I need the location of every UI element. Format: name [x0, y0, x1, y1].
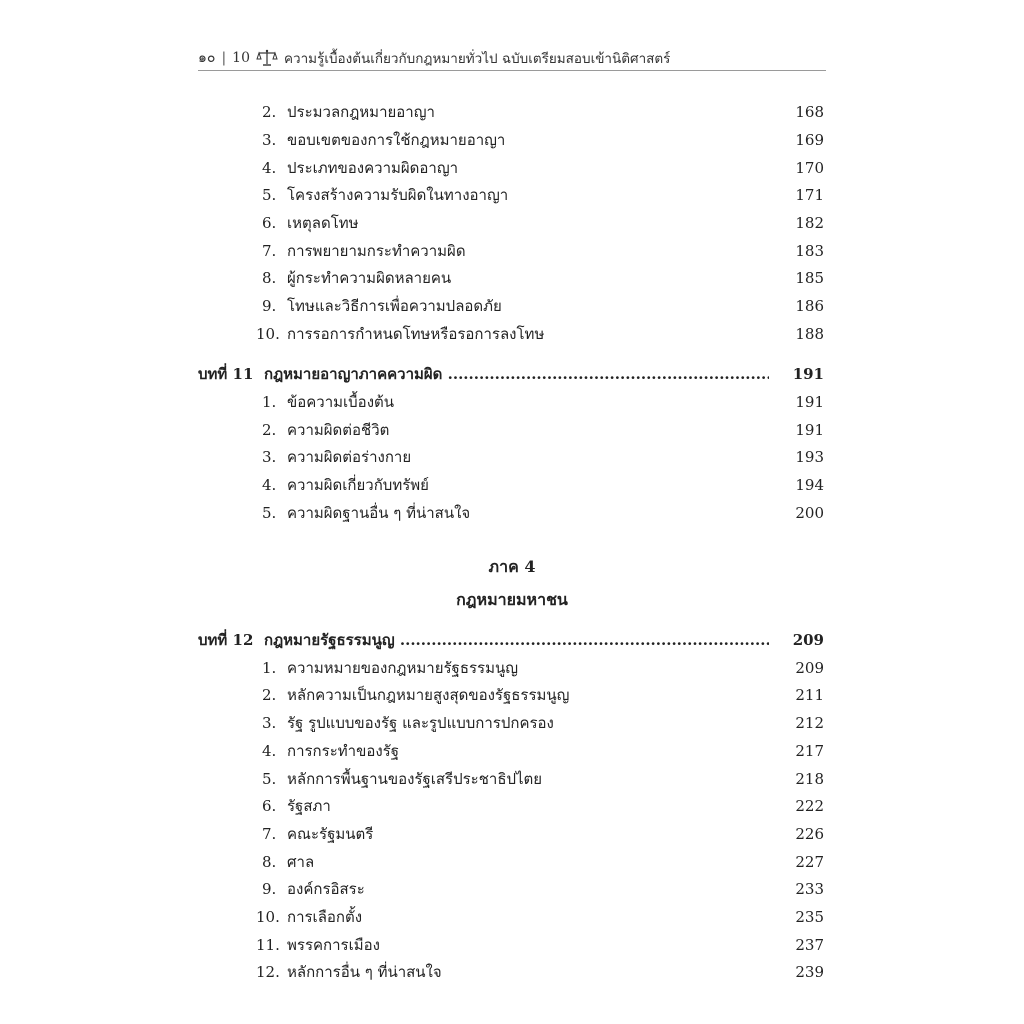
- entry-label: ขอบเขตของการใช้กฎหมายอาญา: [287, 131, 506, 149]
- entry-label: คณะรัฐมนตรี: [287, 825, 374, 843]
- entry-number: 2.: [262, 103, 277, 121]
- entry-page: 233: [795, 880, 824, 898]
- entry-number: 3.: [262, 131, 277, 149]
- entry-label: รัฐ รูปแบบของรัฐ และรูปแบบการปกครอง: [287, 714, 554, 732]
- entry-page: 186: [795, 297, 824, 315]
- entry-number: 8.: [262, 269, 277, 287]
- toc-entry: [0, 239, 1024, 263]
- toc-entry: [0, 390, 1024, 414]
- entry-label: ความผิดต่อร่างกาย: [287, 448, 412, 466]
- toc-entry: [0, 211, 1024, 235]
- page-number: 10: [232, 50, 250, 66]
- entry-page: 239: [795, 963, 824, 981]
- entry-page: 169: [795, 131, 824, 149]
- entry-number: 6.: [262, 797, 277, 815]
- entry-number: 4.: [262, 159, 277, 177]
- part-title: กฎหมายมหาชน: [456, 590, 568, 609]
- chapter-number: บทที่ 12: [198, 631, 254, 649]
- toc-entry: [0, 656, 1024, 680]
- entry-page: 183: [795, 242, 824, 260]
- entry-page: 171: [795, 186, 824, 204]
- entry-number: 3.: [262, 448, 277, 466]
- toc-entry: [0, 156, 1024, 180]
- part-label: ภาค 4: [488, 557, 536, 576]
- entry-label: ความผิดต่อชีวิต: [287, 421, 390, 439]
- entry-label: พรรคการเมือง: [287, 936, 380, 954]
- entry-label: หลักความเป็นกฎหมายสูงสุดของรัฐธรรมนูญ: [287, 686, 570, 704]
- entry-label: ความหมายของกฎหมายรัฐธรรมนูญ: [287, 659, 519, 677]
- entry-label: โครงสร้างความรับผิดในทางอาญา: [287, 186, 509, 204]
- toc-entry: [0, 322, 1024, 346]
- entry-page: 237: [795, 936, 824, 954]
- entry-number: 7.: [262, 825, 277, 843]
- toc-entry: [0, 767, 1024, 791]
- entry-number: 5.: [262, 186, 277, 204]
- entry-number: 9.: [262, 297, 277, 315]
- entry-page: 170: [795, 159, 824, 177]
- entry-page: 211: [795, 686, 824, 704]
- entry-page: 193: [795, 448, 824, 466]
- entry-number: 5.: [262, 770, 277, 788]
- toc-entry: [0, 683, 1024, 707]
- toc-entry: [0, 794, 1024, 818]
- entry-label: โทษและวิธีการเพื่อความปลอดภัย: [287, 297, 502, 315]
- toc-entry: [0, 850, 1024, 874]
- toc-entry: [0, 905, 1024, 929]
- entry-number: 5.: [262, 504, 277, 522]
- entry-label: เหตุลดโทษ: [287, 214, 359, 232]
- entry-label: ความผิดเกี่ยวกับทรัพย์: [287, 476, 429, 494]
- entry-label: การกระทำของรัฐ: [287, 742, 399, 760]
- page-number-thai: ๑๐: [198, 50, 216, 66]
- entry-label: การรอการกำหนดโทษหรือรอการลงโทษ: [287, 325, 545, 343]
- toc-entry: [0, 739, 1024, 763]
- entry-number: 2.: [262, 686, 277, 704]
- chapter-heading: [0, 362, 1024, 386]
- entry-number: 1.: [262, 659, 277, 677]
- entry-page: 235: [795, 908, 824, 926]
- entry-number: 12.: [256, 963, 280, 981]
- entry-page: 217: [795, 742, 824, 760]
- entry-label: ผู้กระทำความผิดหลายคน: [287, 269, 452, 287]
- entry-page: 227: [795, 853, 824, 871]
- entry-label: หลักการอื่น ๆ ที่น่าสนใจ: [287, 963, 442, 981]
- entry-number: 4.: [262, 742, 277, 760]
- toc-entry: [0, 418, 1024, 442]
- chapter-heading: [0, 628, 1024, 652]
- entry-label: การเลือกตั้ง: [287, 908, 363, 926]
- entry-page: 226: [795, 825, 824, 843]
- entry-number: 10.: [256, 325, 280, 343]
- toc-entry: [0, 445, 1024, 469]
- entry-label: ศาล: [287, 853, 315, 871]
- toc-entry: [0, 822, 1024, 846]
- entry-label: ข้อความเบื้องต้น: [287, 393, 395, 411]
- entry-number: 3.: [262, 714, 277, 732]
- entry-page: 212: [795, 714, 824, 732]
- entry-page: 188: [795, 325, 824, 343]
- chapter-number: บทที่ 11: [198, 365, 254, 383]
- entry-label: ประเภทของความผิดอาญา: [287, 159, 459, 177]
- entry-label: ความผิดฐานอื่น ๆ ที่น่าสนใจ: [287, 504, 471, 522]
- book-title: ความรู้เบื้องต้นเกี่ยวกับกฎหมายทั่วไป ฉบับเตรียมสอบเข้านิติศาสตร์: [283, 51, 671, 67]
- entry-number: 4.: [262, 476, 277, 494]
- entry-page: 200: [795, 504, 824, 522]
- entry-number: 1.: [262, 393, 277, 411]
- chapter-title: กฎหมายรัฐธรรมนูญ .....: [264, 628, 769, 652]
- toc-entry: [0, 501, 1024, 525]
- entry-number: 10.: [256, 908, 280, 926]
- entry-label: รัฐสภา: [287, 797, 331, 815]
- entry-page: 168: [795, 103, 824, 121]
- entry-label: หลักการพื้นฐานของรัฐเสรีประชาธิปไตย: [287, 770, 543, 788]
- entry-page: 191: [795, 421, 824, 439]
- entry-page: 191: [795, 393, 824, 411]
- entry-page: 222: [795, 797, 824, 815]
- entry-number: 8.: [262, 853, 277, 871]
- entry-page: 182: [795, 214, 824, 232]
- header-separator: |: [221, 50, 227, 66]
- entry-page: 185: [795, 269, 824, 287]
- toc-entry: [0, 128, 1024, 152]
- toc-entry: [0, 266, 1024, 290]
- toc-entry: [0, 711, 1024, 735]
- entry-number: 2.: [262, 421, 277, 439]
- chapter-page: 209: [792, 631, 824, 649]
- entry-label: ประมวลกฎหมายอาญา: [287, 103, 435, 121]
- toc-entry: [0, 100, 1024, 124]
- entry-page: 218: [795, 770, 824, 788]
- entry-number: 7.: [262, 242, 277, 260]
- toc-entry: [0, 933, 1024, 957]
- entry-label: การพยายามกระทำความผิด: [287, 242, 466, 260]
- entry-page: 194: [795, 476, 824, 494]
- toc-entry: [0, 294, 1024, 318]
- entry-number: 11.: [256, 936, 280, 954]
- chapter-page: 191: [792, 365, 824, 383]
- chapter-title: กฎหมายอาญาภาคความผิด .....: [264, 362, 769, 386]
- toc-entry: [0, 960, 1024, 984]
- entry-page: 209: [795, 659, 824, 677]
- toc-entry: [0, 183, 1024, 207]
- entry-number: 6.: [262, 214, 277, 232]
- entry-label: องค์กรอิสระ: [287, 880, 365, 898]
- toc-entry: [0, 877, 1024, 901]
- entry-number: 9.: [262, 880, 277, 898]
- toc-entry: [0, 473, 1024, 497]
